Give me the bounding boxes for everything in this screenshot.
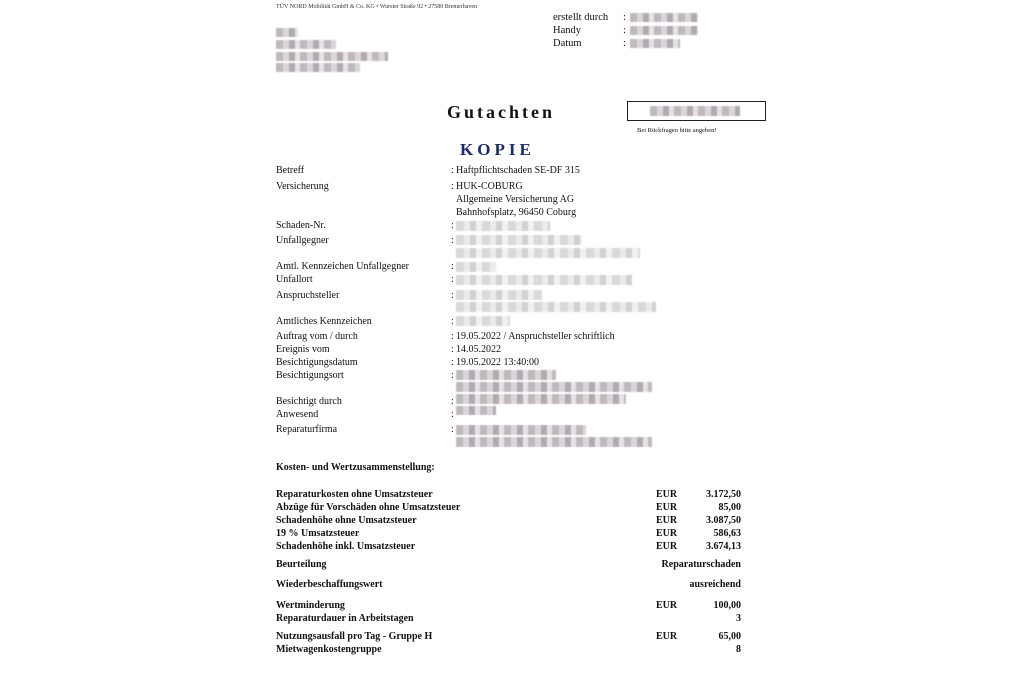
colon: :	[451, 344, 454, 355]
label-besichtigt-durch: Besichtigt durch	[276, 396, 342, 407]
nutzungsausfall-amount: 65,00	[718, 631, 741, 642]
redacted-unfallgegner	[456, 248, 640, 258]
cost-amount: 3.674,13	[706, 541, 741, 552]
colon: :	[451, 316, 454, 327]
redacted-besichtigungsort	[456, 382, 652, 392]
redacted-reparaturfirma	[456, 425, 586, 435]
label-unfallgegner: Unfallgegner	[276, 235, 329, 246]
colon: :	[451, 396, 454, 407]
sender-line: TÜV NORD Mobilität GmbH & Co. KG • Wurster Straße 92 • 27580 Bremerhaven	[276, 4, 478, 10]
redacted-reference-number	[650, 106, 740, 116]
colon: :	[451, 290, 454, 301]
label-besichtigungsdatum: Besichtigungsdatum	[276, 357, 358, 368]
meta-colon: :	[623, 12, 626, 23]
colon: :	[451, 181, 454, 192]
mietwagen-amount: 8	[736, 644, 741, 655]
colon: :	[451, 424, 454, 435]
redacted-besichtigungsort	[456, 370, 556, 380]
cost-amount: 3.172,50	[706, 489, 741, 500]
label-unfallort: Unfallort	[276, 274, 313, 285]
redacted-address-line	[276, 63, 360, 72]
redacted-amtl-kennzeichen	[456, 316, 510, 326]
redacted-meta-value	[630, 26, 698, 35]
colon: :	[451, 331, 454, 342]
cost-amount: 3.087,50	[706, 515, 741, 526]
label-ereignis: Ereignis vom	[276, 344, 330, 355]
redacted-anspruchsteller	[456, 302, 656, 312]
cost-amount: 85,00	[718, 502, 741, 513]
colon: :	[451, 357, 454, 368]
redacted-unfallgegner	[456, 235, 582, 245]
cost-label: Schadenhöhe ohne Umsatzsteuer	[276, 515, 417, 526]
kopie-stamp: KOPIE	[460, 140, 535, 159]
wbw-value: ausreichend	[689, 579, 741, 590]
cost-label: Reparaturkosten ohne Umsatzsteuer	[276, 489, 433, 500]
cost-currency: EUR	[656, 528, 678, 539]
document-title: Gutachten	[447, 102, 555, 122]
colon: :	[451, 274, 454, 285]
cost-amount: 586,63	[713, 528, 741, 539]
beurteilung-value: Reparaturschaden	[661, 559, 741, 570]
redacted-meta-value	[630, 13, 698, 22]
cost-label: Schadenhöhe inkl. Umsatzsteuer	[276, 541, 416, 552]
reference-note: Bei Rückfragen bitte angeben!	[637, 127, 717, 134]
label-betreff: Betreff	[276, 165, 305, 176]
label-anwesend: Anwesend	[276, 409, 319, 420]
label-kennz-gegner: Amtl. Kennzeichen Unfallgegner	[276, 261, 410, 272]
colon: :	[451, 370, 454, 381]
meta-label-erstellt: erstellt durch	[553, 12, 609, 23]
colon: :	[451, 261, 454, 272]
reparaturdauer-label: Reparaturdauer in Arbeitstagen	[276, 613, 414, 624]
redacted-meta-value	[630, 39, 680, 48]
nutzungsausfall-currency: EUR	[656, 631, 678, 642]
value-auftrag: 19.05.2022 / Anspruchsteller schriftlich	[456, 331, 615, 342]
value-versicherung-line1: HUK-COBURG	[456, 181, 523, 192]
label-auftrag: Auftrag vom / durch	[276, 331, 358, 342]
cost-label: Abzüge für Vorschäden ohne Umsatzsteuer	[276, 502, 461, 513]
redacted-besichtigt-durch	[456, 406, 496, 415]
meta-label-handy: Handy	[553, 25, 581, 36]
redacted-schaden-nr	[456, 221, 550, 231]
label-anspruchsteller: Anspruchsteller	[276, 290, 340, 301]
mietwagen-label: Mietwagenkostengruppe	[276, 644, 382, 655]
cost-currency: EUR	[656, 489, 678, 500]
costs-heading: Kosten- und Wertzusammenstellung:	[276, 462, 435, 473]
wertminderung-amount: 100,00	[713, 600, 741, 611]
value-ereignis: 14.05.2022	[456, 344, 501, 355]
label-schaden-nr: Schaden-Nr.	[276, 220, 326, 231]
value-betreff: Haftpflichtschaden SE-DF 315	[456, 165, 580, 176]
wertminderung-label: Wertminderung	[276, 600, 345, 611]
label-versicherung: Versicherung	[276, 181, 329, 192]
redacted-unfallort	[456, 275, 632, 285]
redacted-address-line	[276, 28, 298, 37]
redacted-address-line	[276, 40, 336, 49]
label-besichtigungsort: Besichtigungsort	[276, 370, 344, 381]
label-reparaturfirma: Reparaturfirma	[276, 424, 338, 435]
meta-colon: :	[623, 25, 626, 36]
redacted-address-line	[276, 52, 388, 61]
redacted-reparaturfirma	[456, 437, 652, 447]
colon: :	[451, 165, 454, 176]
colon: :	[451, 235, 454, 246]
reference-number-box	[627, 101, 766, 121]
beurteilung-label: Beurteilung	[276, 559, 327, 570]
redacted-anspruchsteller	[456, 290, 542, 300]
value-versicherung-line3: Bahnhofsplatz, 96450 Coburg	[456, 207, 577, 218]
nutzungsausfall-label: Nutzungsausfall pro Tag - Gruppe H	[276, 631, 433, 642]
redacted-besichtigungsort	[456, 394, 626, 404]
cost-label: 19 % Umsatzsteuer	[276, 528, 360, 539]
meta-colon: :	[623, 38, 626, 49]
wertminderung-currency: EUR	[656, 600, 678, 611]
label-amtl-kennzeichen: Amtliches Kennzeichen	[276, 316, 372, 327]
cost-currency: EUR	[656, 541, 678, 552]
meta-label-datum: Datum	[553, 38, 582, 49]
value-versicherung-line2: Allgemeine Versicherung AG	[456, 194, 575, 205]
colon: :	[451, 220, 454, 231]
value-besichtigungsdatum: 19.05.2022 13:40:00	[456, 357, 540, 368]
cost-currency: EUR	[656, 515, 678, 526]
redacted-kennz-gegner	[456, 262, 496, 272]
colon: :	[451, 409, 454, 420]
cost-currency: EUR	[656, 502, 678, 513]
reparaturdauer-amount: 3	[736, 613, 741, 624]
wbw-label: Wiederbeschaffungswert	[276, 579, 383, 590]
